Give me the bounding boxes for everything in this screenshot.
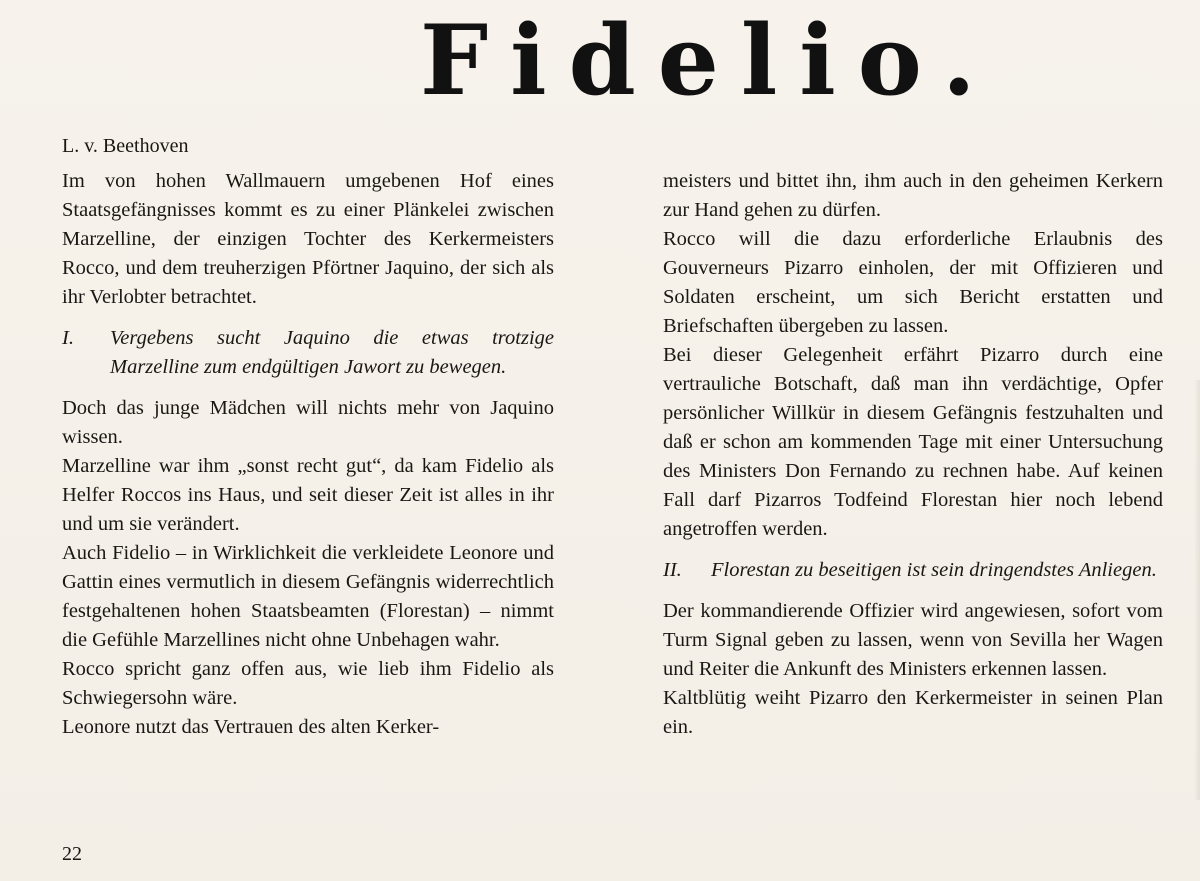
page-number: 22	[62, 843, 82, 865]
paragraph: Marzelline war ihm „sonst recht gut“, da kam Fidelio als Helfer Roccos ins Haus, und seit dieser Zeit ist alles in ihr und um sie verändert.	[62, 455, 554, 535]
paragraph: Bei dieser Gelegenheit erfährt Pizarro durch eine vertrauliche Botschaft, daß man ihn verdächtige, Opfer persönlicher Willkür in diesem Gefängnis festzuhalten und daß er schon am kommenden Tage mit einer Untersuchung des Ministers Don Fernando zu rechnen habe. Auf keinen Fall darf Pizarros Todfeind Florestan hier noch lebend angetroffen werden.	[663, 344, 1163, 540]
paragraph: Der kommandierende Offizier wird angewiesen, sofort vom Turm Signal geben zu lassen, wenn von Sevilla her Wagen und Reiter die Ankunft des Ministers erkennen lassen.	[663, 600, 1163, 680]
item-text: Vergebens sucht Jaquino die etwas trotzige Marzelline zum endgültigen Jawort zu bewegen.	[110, 327, 554, 378]
paragraph: Doch das junge Mädchen will nichts mehr von Jaquino wissen.	[62, 397, 554, 448]
page-title: Fidelio.	[420, 4, 998, 117]
paragraph: Rocco will die dazu erforderliche Erlaubnis des Gouverneurs Pizarro einholen, der mit Offizieren und Soldaten erscheint, um sich Bericht erstatten und Briefschaften übergeben zu lassen.	[663, 228, 1163, 337]
numbered-item-i	[62, 324, 554, 382]
left-column	[62, 167, 554, 742]
item-text: Florestan zu beseitigen ist sein dringendstes Anliegen.	[711, 559, 1157, 581]
item-number: I.	[62, 327, 74, 349]
author-line: L. v. Beethoven	[62, 135, 189, 157]
paragraph: Auch Fidelio – in Wirklichkeit die verkleidete Leonore und Gattin eines vermutlich in diesem Gefängnis widerrechtlich festgehaltenen hohen Staatsbeamten (Florestan) – nimmt die Gefühle Marzellines nicht ohne Unbehagen wahr.	[62, 542, 554, 651]
page-edge-shadow	[1194, 380, 1200, 800]
item-number: II.	[663, 559, 682, 581]
paragraph: Kaltblütig weiht Pizarro den Kerkermeister in seinen Plan ein.	[663, 687, 1163, 738]
right-column	[663, 167, 1163, 742]
numbered-item-ii	[663, 556, 1163, 585]
paragraph: Rocco spricht ganz offen aus, wie lieb ihm Fidelio als Schwiegersohn wäre.	[62, 658, 554, 709]
paragraph: Leonore nutzt das Vertrauen des alten Kerker-	[62, 716, 440, 738]
paragraph: meisters und bittet ihn, ihm auch in den geheimen Kerkern zur Hand gehen zu dürfen.	[663, 170, 1163, 221]
paragraph: Im von hohen Wallmauern umgebenen Hof eines Staatsgefängnisses kommt es zu einer Plänkelei zwischen Marzelline, der einzigen Tochter des Kerkermeisters Rocco, und dem treuherzigen Pförtner Jaquino, der sich als ihr Verlobter betrachtet.	[62, 170, 554, 308]
